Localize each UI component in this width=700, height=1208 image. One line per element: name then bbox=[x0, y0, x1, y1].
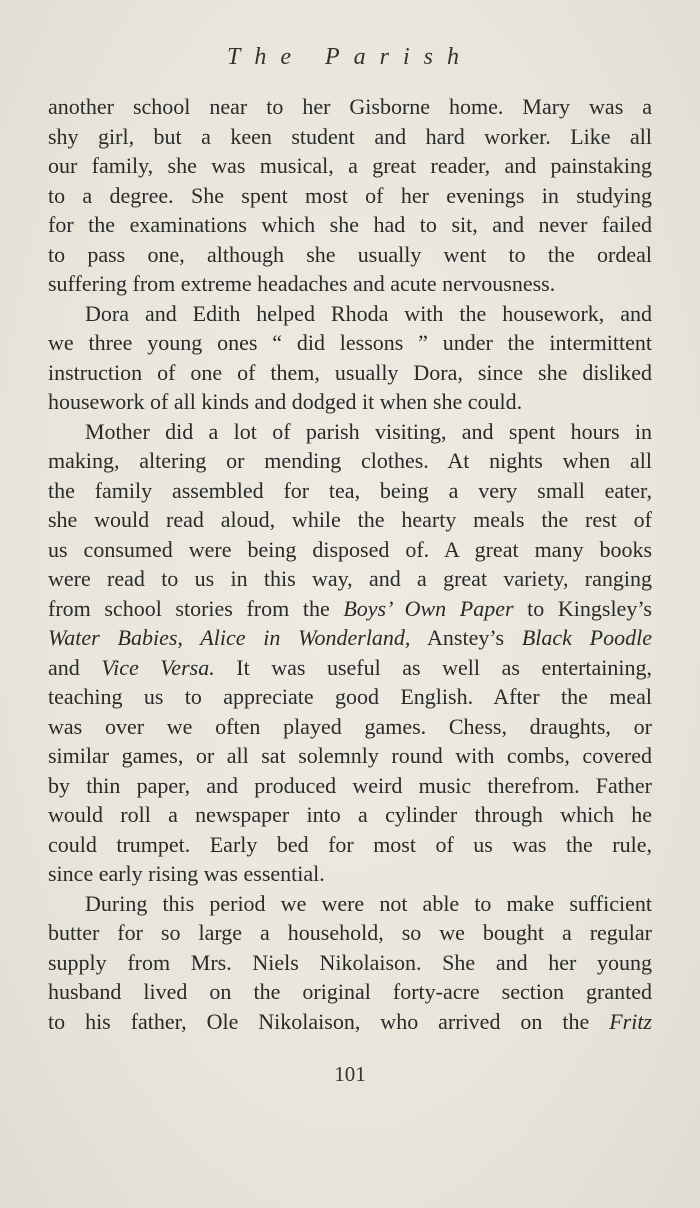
text-line bbox=[48, 653, 652, 683]
text-line: to a degree. She spent most of her evenings in studying bbox=[48, 182, 652, 208]
text-line: by thin paper, and produced weird music therefrom. Father bbox=[48, 772, 652, 798]
text-line: would roll a newspaper into a cylinder through which he bbox=[48, 802, 652, 827]
text-line: we three young ones “ did lessons ” under the intermittent bbox=[48, 330, 652, 355]
text-line: another school near to her Gisborne home. Mary was a bbox=[48, 94, 652, 119]
text-line: teaching us to appreciate good English. After the meal bbox=[48, 684, 652, 709]
text-segment: Anstey’s bbox=[410, 625, 522, 650]
italic-title: Boys’ Own Paper bbox=[343, 595, 514, 621]
text-line bbox=[48, 623, 652, 653]
text-segment: from school stories from the bbox=[48, 595, 344, 621]
body-text bbox=[48, 92, 652, 1036]
page-number: 101 bbox=[334, 1062, 366, 1086]
text-line bbox=[48, 1007, 652, 1037]
text-line: During this period we were not able to make sufficient bbox=[85, 890, 652, 916]
text-line: butter for so large a household, so we bought a regular bbox=[48, 920, 652, 945]
text-line: Mother did a lot of parish visiting, and spent hours in bbox=[85, 418, 652, 444]
text-line: shy girl, but a keen student and hard worker. Like all bbox=[48, 123, 652, 149]
text-line: our family, she was musical, a great reader, and painstaking bbox=[48, 153, 652, 178]
text-segment: It was useful as well as entertaining, bbox=[214, 654, 653, 680]
text-line: for the examinations which she had to sit, and never failed bbox=[48, 212, 652, 237]
text-line: housework of all kinds and dodged it when she could. bbox=[48, 389, 523, 414]
italic-title: Black Poodle bbox=[521, 625, 652, 650]
text-line: instruction of one of them, usually Dora, since she disliked bbox=[48, 359, 652, 385]
text-line: husband lived on the original forty-acre section granted bbox=[48, 979, 652, 1004]
text-line: us consumed were being disposed of. A great many books bbox=[48, 536, 652, 562]
text-segment: to his father, Ole Nikolaison, who arrived on the bbox=[48, 1008, 610, 1034]
text-line bbox=[48, 594, 652, 624]
text-line: since early rising was essential. bbox=[48, 861, 325, 886]
text-line: Dora and Edith helped Rhoda with the housework, and bbox=[85, 300, 652, 326]
text-line: she would read aloud, while the hearty meals the rest of bbox=[48, 507, 652, 532]
text-line: was over we often played games. Chess, draughts, or bbox=[48, 713, 652, 739]
text-line: suffering from extreme headaches and acute nervousness. bbox=[48, 271, 556, 296]
italic-title: Fritz bbox=[609, 1008, 652, 1034]
text-line: similar games, or all sat solemnly round with combs, covered bbox=[48, 743, 652, 768]
italic-title: Vice Versa. bbox=[101, 654, 215, 680]
text-segment: and bbox=[48, 654, 102, 680]
text-line: supply from Mrs. Niels Nikolaison. She and her young bbox=[48, 949, 652, 975]
text-line: could trumpet. Early bed for most of us was the rule, bbox=[48, 831, 652, 857]
text-line: the family assembled for tea, being a very small eater, bbox=[48, 477, 652, 503]
text-line: to pass one, although she usually went to the ordeal bbox=[48, 241, 652, 267]
text-line: making, altering or mending clothes. At nights when all bbox=[48, 448, 652, 473]
text-segment: to Kingsley’s bbox=[513, 595, 652, 621]
running-head: The Parish bbox=[226, 44, 473, 70]
italic-title: Water Babies, Alice in Wonderland, bbox=[48, 625, 411, 650]
text-line: were read to us in this way, and a great variety, ranging bbox=[48, 566, 652, 591]
